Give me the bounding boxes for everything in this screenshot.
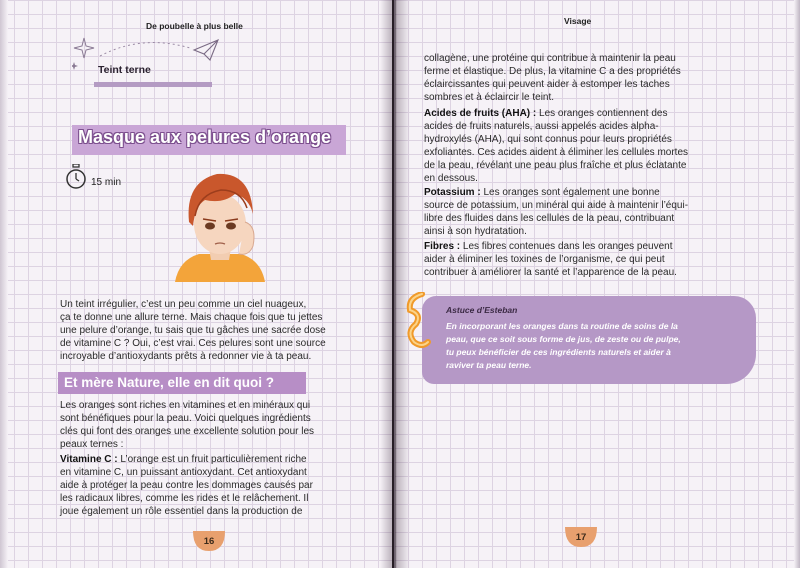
text-line: ferme et élastique. De plus, la vitamine C a des propriétés [424, 66, 681, 77]
tip-text [446, 320, 742, 372]
text-line: aide à protéger la peau contre les dommages causés par [60, 480, 313, 491]
text-segment: Les oranges sont également une bonne [480, 187, 660, 198]
recipe-title-banner [72, 125, 346, 155]
vitamin-c-paragraph [60, 453, 360, 518]
text-line: acides de fruits naturels, aussi appelés acides alpha- [424, 121, 659, 132]
running-head-left: De poubelle à plus belle [146, 21, 243, 31]
text-line: contribuer à améliorer la santé et l’apparence de la peau. [424, 267, 677, 278]
text-segment: L’orange est un fruit particulièrement riche [117, 454, 307, 465]
text-line: aider à éliminer les toxines de l’organisme, ce qui peut [424, 254, 665, 265]
page-number-right [564, 526, 598, 548]
left-page [0, 0, 392, 568]
text-line: en dessous. [424, 173, 478, 184]
text-line: une pelure d’orange, tu sais que tu gâches une sacrée dose [60, 325, 326, 336]
timer-icon [64, 164, 88, 190]
text-line [424, 240, 726, 253]
nature-paragraph [60, 399, 360, 451]
text-line: incroyable d’antioxydants prêts à redonner vie à ta peau. [60, 351, 312, 362]
running-head-right: Visage [564, 16, 592, 26]
term-fibres: Fibres : [424, 241, 461, 252]
text-line: raviver ta peau terne. [446, 360, 532, 370]
tip-title: Astuce d’Esteban [446, 305, 518, 315]
prep-time: 15 min [91, 177, 122, 188]
text-line: de vitamine C ? Oui, c’est vrai. Ces pelures sont une source [60, 338, 326, 349]
page-number-left [192, 530, 226, 552]
section-tag-underline [94, 82, 212, 87]
text-line: de la peau, révélant une peau plus fraîche et plus éclatante [424, 160, 687, 171]
text-line: les radicaux libres, comme les rides et le relâchement. Il [60, 493, 309, 504]
text-line: peau, que ce soit sous forme de jus, de zeste ou de pulpe, [446, 334, 681, 344]
potassium-paragraph [424, 186, 726, 238]
section-tag [98, 60, 248, 78]
text-line [424, 186, 726, 199]
text-line: sombres et à éclaircir le teint. [424, 92, 555, 103]
text-segment: Les fibres contenues dans les oranges peuvent [460, 241, 673, 252]
text-line: libre des fluides dans les cellules de la peau, contribuant [424, 213, 675, 224]
intro-paragraph [60, 298, 362, 363]
term-aha: Acides de fruits (AHA) : [424, 108, 537, 119]
subheading: Et mère Nature, elle en dit quoi ? [64, 375, 275, 390]
text-line: en vitamine C, un puissant antioxydant. Cet antioxydant [60, 467, 307, 478]
paper-plane-icon [194, 40, 218, 60]
text-line: hydroxylés (AHA), qui sont connus pour leurs propriétés [424, 134, 672, 145]
subheading-banner [58, 372, 306, 394]
text-line: ça te donne une allure terne. Mais chaque fois que tu jettes [60, 312, 323, 323]
text-line: collagène, une protéine qui contribue à maintenir la peau [424, 53, 676, 64]
text-line: sont bénéfiques pour la peau. Voici quelques ingrédients [60, 413, 311, 424]
book-gutter [380, 0, 410, 568]
recipe-title: Masque aux pelures d’orange [78, 127, 332, 147]
text-line: source de potassium, un minéral qui aide à maintenir l’équi- [424, 200, 689, 211]
character-illustration [165, 164, 275, 282]
text-segment: Les oranges contiennent des [536, 108, 668, 119]
page-number: 17 [575, 532, 587, 543]
text-line: tu peux bénéficier de ces ingrédients naturels et aider à [446, 347, 671, 357]
page-edge [794, 0, 800, 568]
term-vitamin-c: Vitamine C : [60, 454, 118, 465]
section-tag-label: Teint terne [98, 64, 151, 76]
sparkle-icon [74, 38, 94, 58]
text-line: Les oranges sont riches en vitamines et en minéraux qui [60, 400, 311, 411]
text-line: Un teint irrégulier, c’est un peu comme un ciel nuageux, [60, 299, 307, 310]
text-line: clés qui font des oranges une excellente solution pour les [60, 426, 315, 437]
collagen-paragraph [424, 52, 726, 104]
sparkle-icon [72, 62, 78, 70]
text-line: joue également un rôle essentiel dans la production de [60, 506, 303, 517]
page-number: 16 [203, 536, 215, 547]
text-line: éclaircissantes qui peuvent aider à estomper les taches [424, 79, 670, 90]
text-line: peaux ternes : [60, 439, 124, 450]
orange-peel-icon [400, 292, 434, 350]
term-potassium: Potassium : [424, 187, 481, 198]
text-line [60, 453, 360, 466]
text-line [424, 107, 726, 120]
fibres-paragraph [424, 240, 726, 279]
page-edge [0, 0, 8, 568]
text-line: En incorporant les oranges dans ta routine de soins de la [446, 321, 678, 331]
aha-paragraph [424, 107, 726, 185]
text-line: ainsi à son hydratation. [424, 226, 527, 237]
text-line: exfoliantes. Ces acides aident à éliminer les cellules mortes [424, 147, 689, 158]
